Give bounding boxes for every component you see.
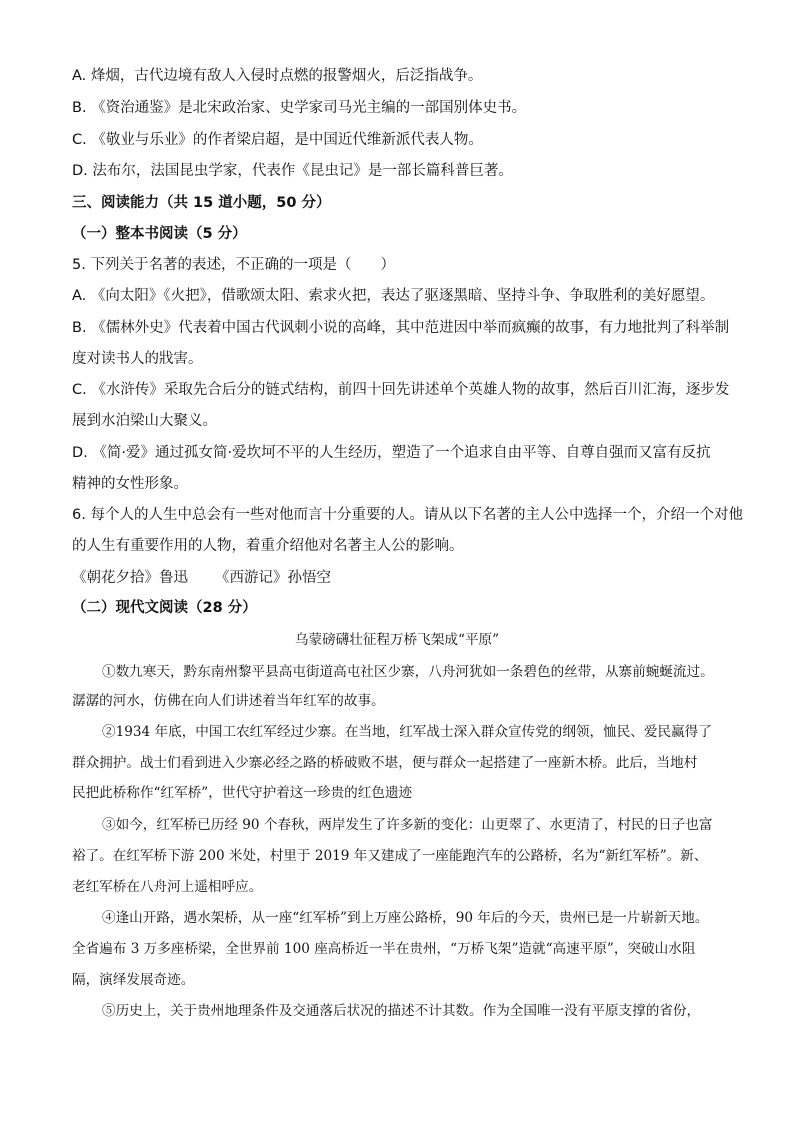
section-title: 三、阅读能力（共 15 道小题，50 分） bbox=[72, 195, 331, 211]
question-5-line: D. 《简·爱》通过孤女简·爱坎坷不平的人生经历，塑造了一个追求自由平等、自尊自强而又富有反抗 bbox=[72, 445, 711, 461]
article-line: 群众拥护。战士们看到进入少寨必经之路的桥破败不堪，便与群众一起搭建了一座新木桥。此后，当地村 bbox=[72, 755, 698, 771]
question-5-line: A. 《向太阳》《火把》，借歌颂太阳、索求火把，表达了驱逐黑暗、坚持斗争、争取胜利的美好愿望。 bbox=[72, 288, 715, 304]
question-6-line: 6. 每个人的人生中总会有一些对他而言十分重要的人。请从以下名著的主人公中选择一个，介绍一个对他 bbox=[72, 507, 743, 523]
question-6-line: 的人生有重要作用的人物，着重介绍他对名著主人公的影响。 bbox=[72, 538, 464, 554]
question-5-line: B. 《儒林外史》代表着中国古代讽刺小说的高峰，其中范进因中举而疯癫的故事，有力地批判了科举制 bbox=[72, 320, 730, 336]
question-5-stem: 5. 下列关于名著的表述，不正确的一项是（ ） bbox=[72, 257, 395, 273]
option-c-prev: C. 《敬业与乐业》的作者梁启超，是中国近代维新派代表人物。 bbox=[72, 132, 483, 148]
article-line: ①数九寒天，黔东南州黎平县高屯街道高屯社区少寨，八舟河犹如一条碧色的丝带，从寨前蜿蜒流过。 bbox=[102, 664, 714, 680]
article-line: 裕了。在红军桥下游 200 米处，村里于 2019 年又建成了一座能跑汽车的公路桥，名为“新红军桥”。新、 bbox=[72, 848, 708, 864]
part-title-2: （二）现代文阅读（28 分） bbox=[72, 600, 257, 616]
article-title: 乌蒙磅礴壮征程万桥飞架成“平原” bbox=[294, 632, 500, 648]
article-line: ⑤历史上，关于贵州地理条件及交通落后状况的描述不计其数。作为全国唯一没有平原支撑的省份， bbox=[102, 1003, 701, 1019]
question-6-choice: 《西游记》孙悟空 bbox=[215, 570, 331, 586]
article-line: ②1934 年底，中国工农红军经过少寨。在当地，红军战士深入群众宣传党的纲领，恤民、爱民赢得了 bbox=[102, 724, 712, 740]
question-5-line: 展到水泊梁山大聚义。 bbox=[72, 413, 217, 429]
question-5-line: 精神的女性形象。 bbox=[72, 476, 188, 492]
option-b-prev: B. 《资治通鉴》是北宋政治家、史学家司马光主编的一部国别体史书。 bbox=[72, 100, 527, 116]
article-line: 全省遍布 3 万多座桥梁，全世界前 100 座高桥近一半在贵州，“万桥飞架”造就“高速平原”，突破山水阻 bbox=[72, 941, 696, 957]
option-a-prev: A. 烽烟，古代边境有敌人入侵时点燃的报警烟火，后泛指战争。 bbox=[72, 68, 483, 84]
article-line: 民把此桥称作“红军桥”，世代守护着这一珍贵的红色遗迹 bbox=[72, 785, 413, 801]
article-line: 隔，演绎发展奇迹。 bbox=[72, 972, 195, 988]
part-title-1: （一）整本书阅读（5 分） bbox=[72, 226, 247, 242]
question-5-line: C. 《水浒传》采取先合后分的链式结构，前四十回先讲述单个英雄人物的故事，然后百川汇海，逐步发 bbox=[72, 382, 730, 398]
question-5-line: 度对读书人的戕害。 bbox=[72, 351, 203, 367]
option-d-prev: D. 法布尔，法国昆虫学家，代表作《昆虫记》是一部长篇科普巨著。 bbox=[72, 163, 513, 179]
article-line: ④逢山开路，遇水架桥，从一座“红军桥”到上万座公路桥，90 年后的今天，贵州已是一片崭新天地。 bbox=[102, 910, 709, 926]
question-6-choice: 《朝花夕拾》鲁迅 bbox=[72, 570, 188, 586]
article-line: ③如今，红军桥已历经 90 个春秋，两岸发生了许多新的变化：山更翠了、水更清了，村民的日子也富 bbox=[102, 817, 713, 833]
article-line: 老红军桥在八舟河上遥相呼应。 bbox=[72, 879, 263, 895]
article-line: 潺潺的河水，仿佛在向人们讲述着当年红军的故事。 bbox=[72, 693, 385, 709]
